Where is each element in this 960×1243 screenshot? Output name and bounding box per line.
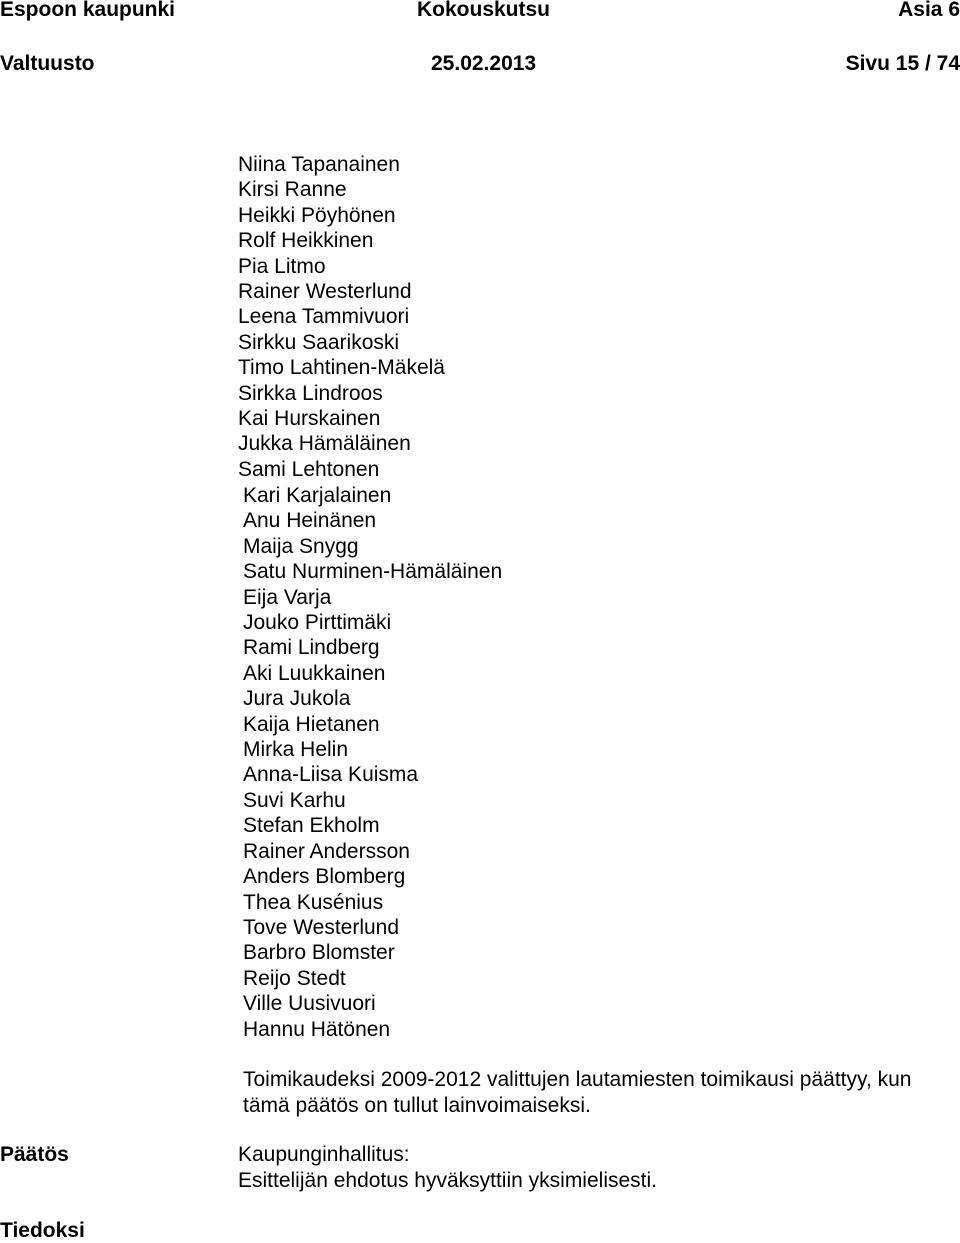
- list-item: Barbro Blomster: [243, 941, 395, 965]
- list-item: Anna-Liisa Kuisma: [243, 763, 419, 787]
- header-item: Asia 6: [898, 0, 960, 21]
- list-item: Kirsi Ranne: [238, 178, 347, 202]
- list-item: Ville Uusivuori: [243, 992, 376, 1016]
- list-item: Rainer Westerlund: [238, 280, 412, 304]
- header-body: Valtuusto: [0, 52, 95, 75]
- list-item: Reijo Stedt: [243, 966, 346, 990]
- decision-line-2: Esittelijän ehdotus hyväksyttiin yksimielisesti.: [238, 1169, 657, 1192]
- list-item: Jouko Pirttimäki: [243, 611, 392, 635]
- decision-label: Päätös: [0, 1143, 69, 1166]
- header-date: 25.02.2013: [431, 52, 537, 75]
- list-item: Maija Snygg: [243, 534, 359, 558]
- term-note-line-1: Toimikaudeksi 2009-2012 valittujen lautamiesten toimikausi päättyy, kun: [243, 1068, 912, 1091]
- list-item: Kari Karjalainen: [243, 484, 392, 507]
- list-item: Satu Nurminen-Hämäläinen: [243, 560, 503, 584]
- list-item: Stefan Ekholm: [243, 814, 380, 838]
- header-document-type: Kokouskutsu: [417, 0, 551, 21]
- header-page-number: Sivu 15 / 74: [845, 52, 960, 75]
- list-item: Pia Litmo: [238, 254, 326, 278]
- list-item: Timo Lahtinen-Mäkelä: [238, 356, 445, 380]
- list-item: Anders Blomberg: [243, 865, 406, 889]
- list-item: Niina Tapanainen: [238, 153, 400, 176]
- list-item: Aki Luukkainen: [243, 661, 386, 685]
- names-list-second: [243, 483, 502, 1042]
- notice-label: Tiedoksi: [0, 1219, 85, 1242]
- list-item: Rolf Heikkinen: [238, 229, 374, 253]
- list-item: Eija Varja: [243, 585, 332, 609]
- decision-line-1: Kaupunginhallitus:: [238, 1143, 410, 1166]
- header-organization: Espoon kaupunki: [0, 0, 176, 21]
- list-item: Jura Jukola: [243, 687, 351, 711]
- list-item: Hannu Hätönen: [243, 1017, 391, 1041]
- list-item: Sirkka Lindroos: [238, 381, 383, 405]
- list-item: Kaija Hietanen: [243, 712, 380, 736]
- list-item: Rainer Andersson: [243, 839, 410, 863]
- names-list-first: [238, 152, 445, 482]
- list-item: Suvi Karhu: [243, 788, 346, 812]
- list-item: Jukka Hämäläinen: [238, 432, 411, 456]
- list-item: Heikki Pöyhönen: [238, 203, 396, 227]
- list-item: Tove Westerlund: [243, 915, 400, 939]
- list-item: Thea Kusénius: [243, 890, 384, 914]
- list-item: Mirka Helin: [243, 738, 349, 762]
- term-note-line-2: tämä päätös on tullut lainvoimaiseksi.: [243, 1094, 591, 1117]
- list-item: Leena Tammivuori: [238, 305, 410, 329]
- list-item: Anu Heinänen: [243, 509, 377, 533]
- list-item: Rami Lindberg: [243, 636, 380, 660]
- list-item: Kai Hurskainen: [238, 407, 381, 431]
- list-item: Sami Lehtonen: [238, 457, 380, 481]
- list-item: Sirkku Saarikoski: [238, 330, 400, 354]
